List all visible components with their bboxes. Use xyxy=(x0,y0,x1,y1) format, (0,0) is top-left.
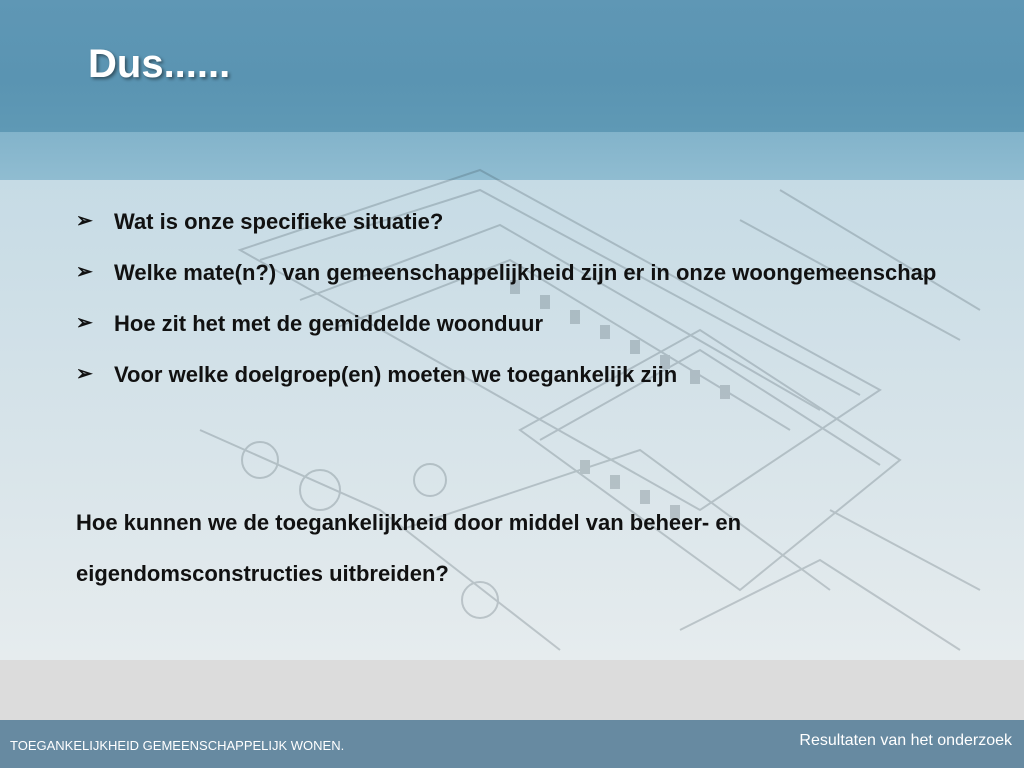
bullet-text: Hoe zit het met de gemiddelde woonduur xyxy=(114,311,544,336)
footer-right-text: Resultaten van het onderzoek xyxy=(799,732,1012,749)
bullet-list xyxy=(76,196,976,400)
footer-left-text: TOEGANKELIJKHEID GEMEENSCHAPPELIJK WONEN. xyxy=(10,738,345,753)
bullet-item xyxy=(76,298,976,349)
arrow-right-icon: ➢ xyxy=(76,261,93,283)
arrow-right-icon: ➢ xyxy=(76,210,93,232)
arrow-right-icon: ➢ xyxy=(76,312,93,334)
arrow-right-icon: ➢ xyxy=(76,363,93,385)
closing-question: Hoe kunnen we de toegankelijkheid door middel van beheer- en eigendomsconstructies uitbreiden? xyxy=(76,510,742,586)
bullet-item xyxy=(76,247,976,298)
lower-band xyxy=(0,660,1024,720)
bullet-item xyxy=(76,196,976,247)
bullet-item xyxy=(76,349,976,400)
slide-title: Dus...... xyxy=(88,42,231,86)
bullet-text: Voor welke doelgroep(en) moeten we toegankelijk zijn xyxy=(114,362,678,387)
bullet-text: Wat is onze specifieke situatie? xyxy=(114,209,444,234)
bullet-text: Welke mate(n?) van gemeenschappelijkheid zijn er in onze woongemeenschap xyxy=(114,260,937,285)
